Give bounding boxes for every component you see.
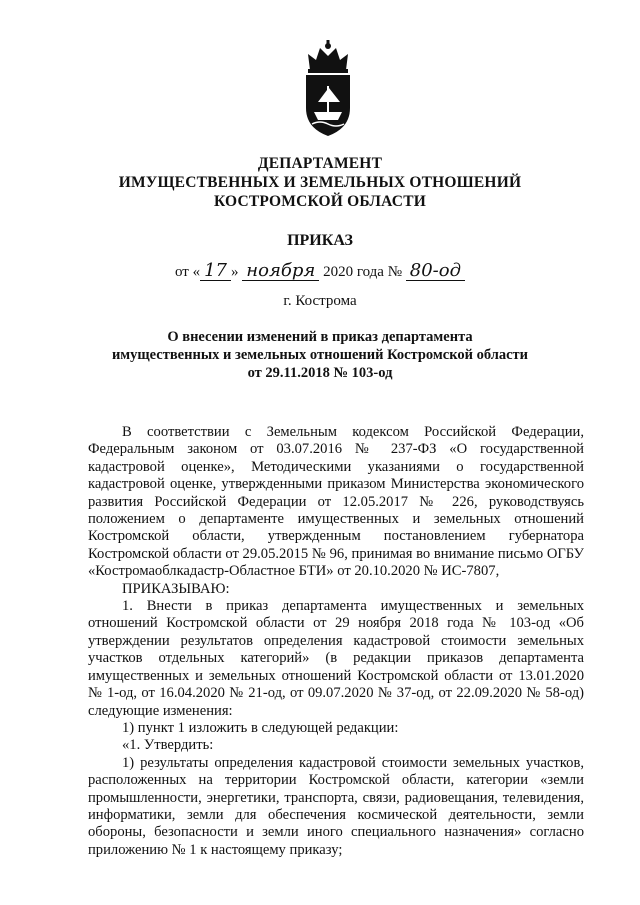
- header-line-2: ИМУЩЕСТВЕННЫХ И ЗЕМЕЛЬНЫХ ОТНОШЕНИЙ: [118, 174, 522, 191]
- kostroma-coat-of-arms-icon: [296, 40, 360, 138]
- header-line-3: КОСТРОМСКОЙ ОБЛАСТИ: [213, 193, 426, 210]
- approve-paragraph: «1. Утвердить:: [122, 737, 214, 754]
- order-month: ноября: [242, 262, 319, 281]
- order-subject: [0, 328, 640, 382]
- order-year: 2020 года №: [323, 264, 403, 280]
- date-mid: »: [231, 264, 239, 280]
- subject-line-1: О внесении изменений в приказ департамента: [167, 329, 473, 345]
- date-prefix: от «: [175, 264, 201, 280]
- department-name: [0, 154, 640, 211]
- document-body: [88, 424, 584, 859]
- preamble-paragraph: В соответствии с Земельным кодексом Российской Федерации, Федеральным законом от 03.07.2016 № 237-ФЗ «О государственной кадастровой оценке», Методическими указаниями о государственной кадастровой оценке, утвержденными приказом Министерства экономического развития Российской Федерации от 12.05.2017 № 226, руководствуясь положением о департаменте имущественных и земельных отношений Костромской области, утвержденным постановлением губернатора Костромской области от 29.05.2015 № 96, принимая во внимание письмо ОГБУ «Костромаоблкадастр-Областное БТИ» от 20.10.2020 № ИС-7807,: [88, 424, 584, 580]
- results-paragraph: 1) результаты определения кадастровой стоимости земельных участков, расположенных на территории Костромской области, категории «земли промышленности, энергетики, транспорта, связи, радиовещания, телевидения, информатики, земли для обеспечения космической деятельности, земли обороны, безопасности и земли иного специального назначения» согласно приложению № 1 к настоящему приказу;: [88, 754, 584, 858]
- header-line-1: ДЕПАРТАМЕНТ: [257, 155, 383, 172]
- order-word: ПРИКАЗЫВАЮ:: [122, 580, 230, 597]
- item-1-paragraph: 1. Внести в приказ департамента имущественных и земельных отношений Костромской области от 29 ноября 2018 года № 103-од «Об утверждении результатов определения кадастровой стоимости земельных участков отдельных категорий» (в редакции приказов департамента имущественных и земельных отношений Костромской области от 13.01.2020 № 1-од, от 16.04.2020 № 21-од, от 09.07.2020 № 37-од, от 22.09.2020 № 58-од) следующие изменения:: [88, 598, 584, 719]
- subitem-paragraph: 1) пункт 1 изложить в следующей редакции:: [122, 719, 399, 736]
- order-date-line: [0, 262, 640, 281]
- subject-line-2: имущественных и земельных отношений Костромской области: [111, 347, 529, 363]
- document-type: ПРИКАЗ: [287, 232, 353, 249]
- city: г. Кострома: [283, 293, 357, 309]
- subject-line-3: от 29.11.2018 № 103-од: [247, 365, 393, 381]
- order-day: 17: [200, 262, 231, 281]
- order-number: 80-од: [406, 262, 465, 281]
